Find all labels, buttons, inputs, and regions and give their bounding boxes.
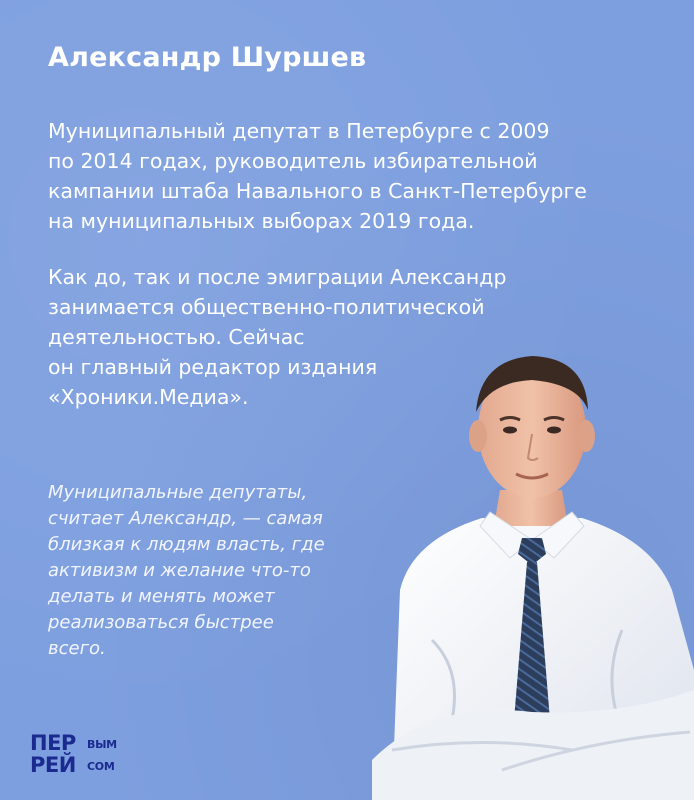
pervym-reysom-logo <box>30 731 117 779</box>
logo-line1-small: ВЫМ <box>87 738 117 751</box>
bio-paragraph-2: Как до, так и после эмиграции Александр занимается общественно-политической деятельностью. Сейчас он главный редактор издания «Хроники.Медиа». <box>48 265 507 409</box>
logo-line2-big: РЕЙ <box>30 753 76 777</box>
bio-paragraph-1: Муниципальный депутат в Петербурге с 2009 по 2014 годах, руководитель избирательной кампании штаба Навального в Санкт-Петербурге на муниципальных выборах 2019 года. <box>48 119 587 233</box>
logo-line2-small: СОМ <box>87 760 115 773</box>
page-title: Александр Шуршев <box>48 42 367 73</box>
quote-text: Муниципальные депутаты, считает Александр, — самая близкая к людям власть, где активизм и желание что-то делать и менять может реализоваться быстрее всего. <box>48 482 325 659</box>
portrait-photo <box>372 340 694 800</box>
logo-line1-big: ПЕР <box>30 731 76 755</box>
